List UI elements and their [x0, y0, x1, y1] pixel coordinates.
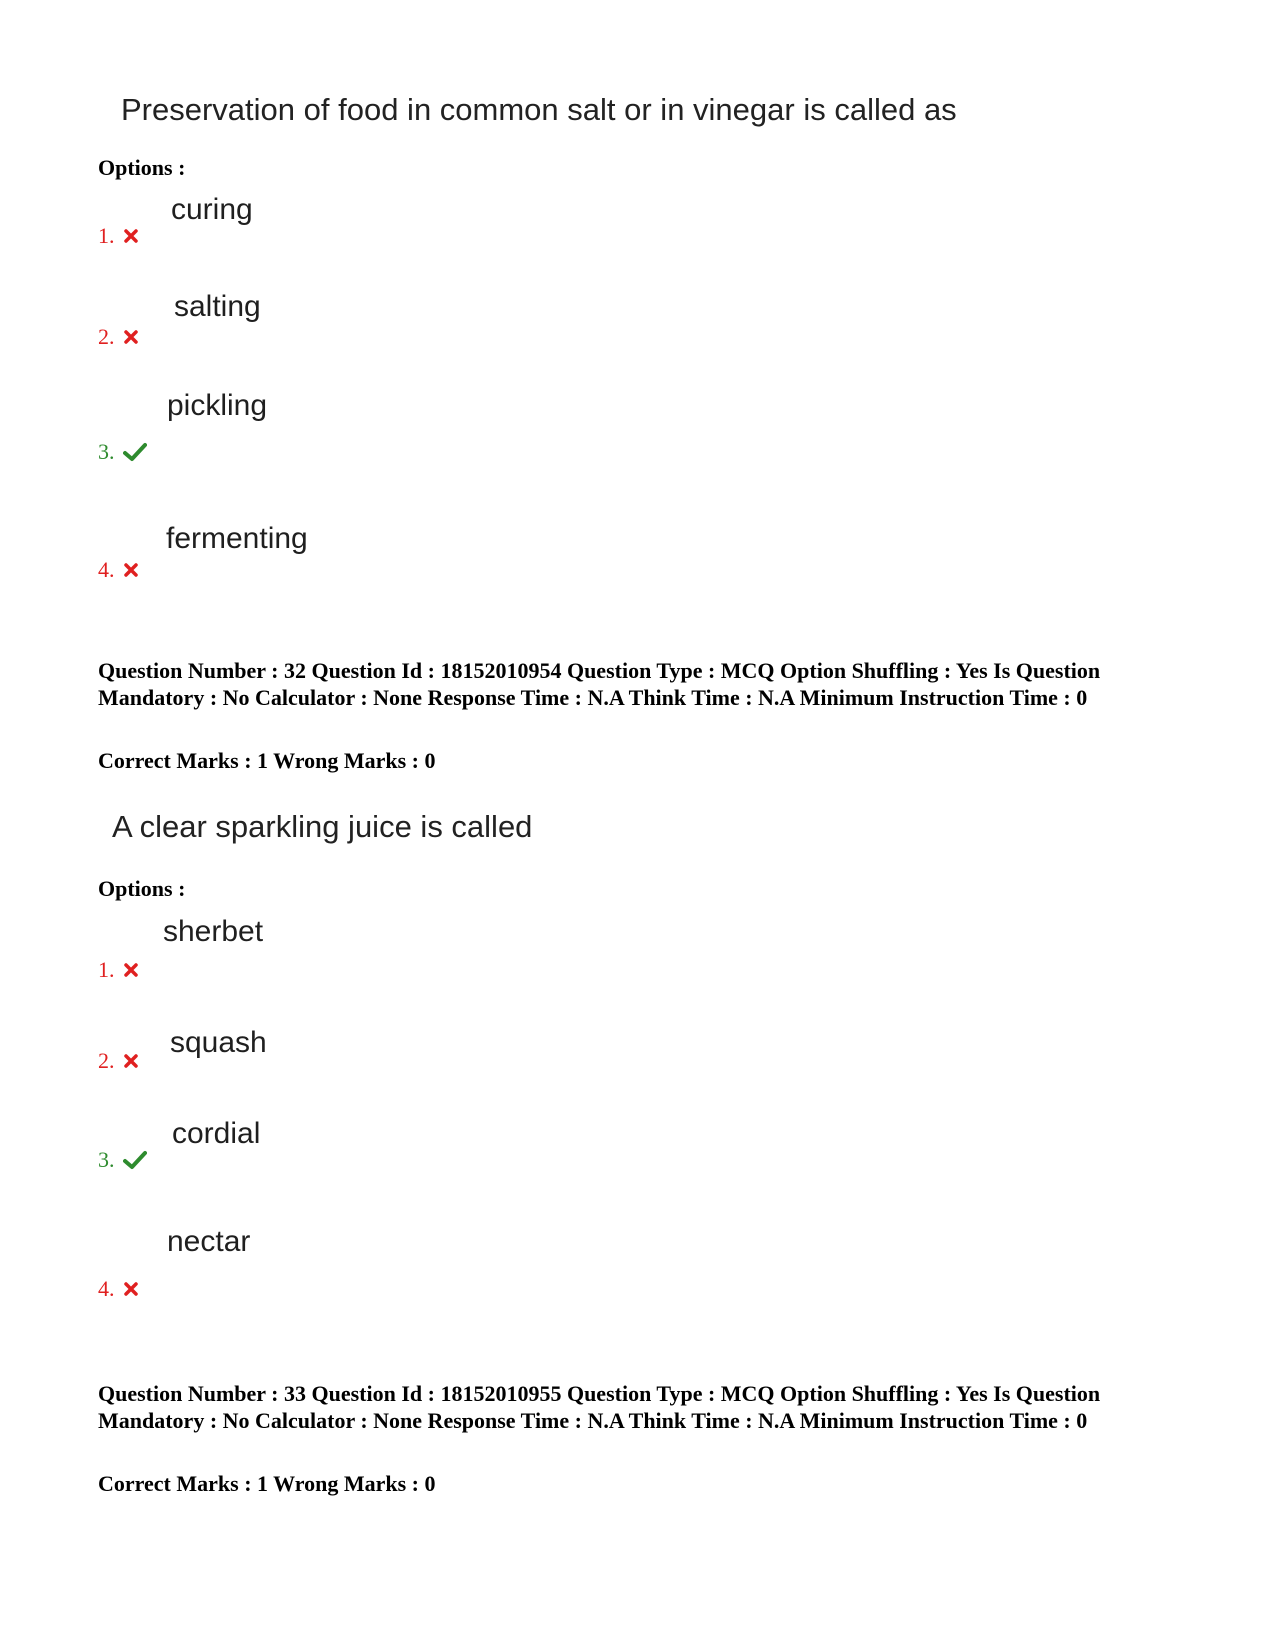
option-number: 2. [98, 324, 139, 350]
option-text: curing [171, 193, 253, 226]
marks-info: Correct Marks : 1 Wrong Marks : 0 [98, 1471, 436, 1496]
option-text: fermenting [166, 522, 308, 555]
option-number: 1. [98, 957, 139, 983]
option-text: squash [170, 1026, 267, 1059]
marks-info: Correct Marks : 1 Wrong Marks : 0 [98, 748, 436, 773]
option-number: 2. [98, 1048, 139, 1074]
cross-icon [123, 228, 139, 244]
question-text: Preservation of food in common salt or in vinegar is called as [121, 92, 957, 127]
option-text: pickling [167, 389, 268, 422]
cross-icon [123, 1053, 139, 1069]
option-number: 4. [98, 557, 139, 583]
option-text: sherbet [163, 915, 264, 948]
option-number: 4. [98, 1276, 139, 1302]
cross-icon [123, 1281, 139, 1297]
check-icon [123, 442, 147, 462]
option-number: 1. [98, 223, 139, 249]
question-metadata: Question Number : 32 Question Id : 18152010954 Question Type : MCQ Option Shuffling : Yes Is Question Mandatory : No Calculator : None Response Time : N.A Think Time : N.A Minimum Instruction Time : 0 [98, 658, 1101, 710]
option-text: salting [174, 290, 261, 323]
cross-icon [123, 329, 139, 345]
options-label: Options : [98, 155, 186, 180]
question-metadata: Question Number : 33 Question Id : 18152010955 Question Type : MCQ Option Shuffling : Yes Is Question Mandatory : No Calculator : None Response Time : N.A Think Time : N.A Minimum Instruction Time : 0 [98, 1381, 1101, 1433]
question-text: A clear sparkling juice is called [112, 809, 533, 844]
cross-icon [123, 562, 139, 578]
option-text: nectar [167, 1225, 251, 1258]
option-text: cordial [172, 1117, 261, 1150]
check-icon [123, 1150, 147, 1170]
options-label: Options : [98, 876, 186, 901]
option-number: 3. [98, 439, 147, 465]
option-number: 3. [98, 1147, 147, 1173]
cross-icon [123, 962, 139, 978]
